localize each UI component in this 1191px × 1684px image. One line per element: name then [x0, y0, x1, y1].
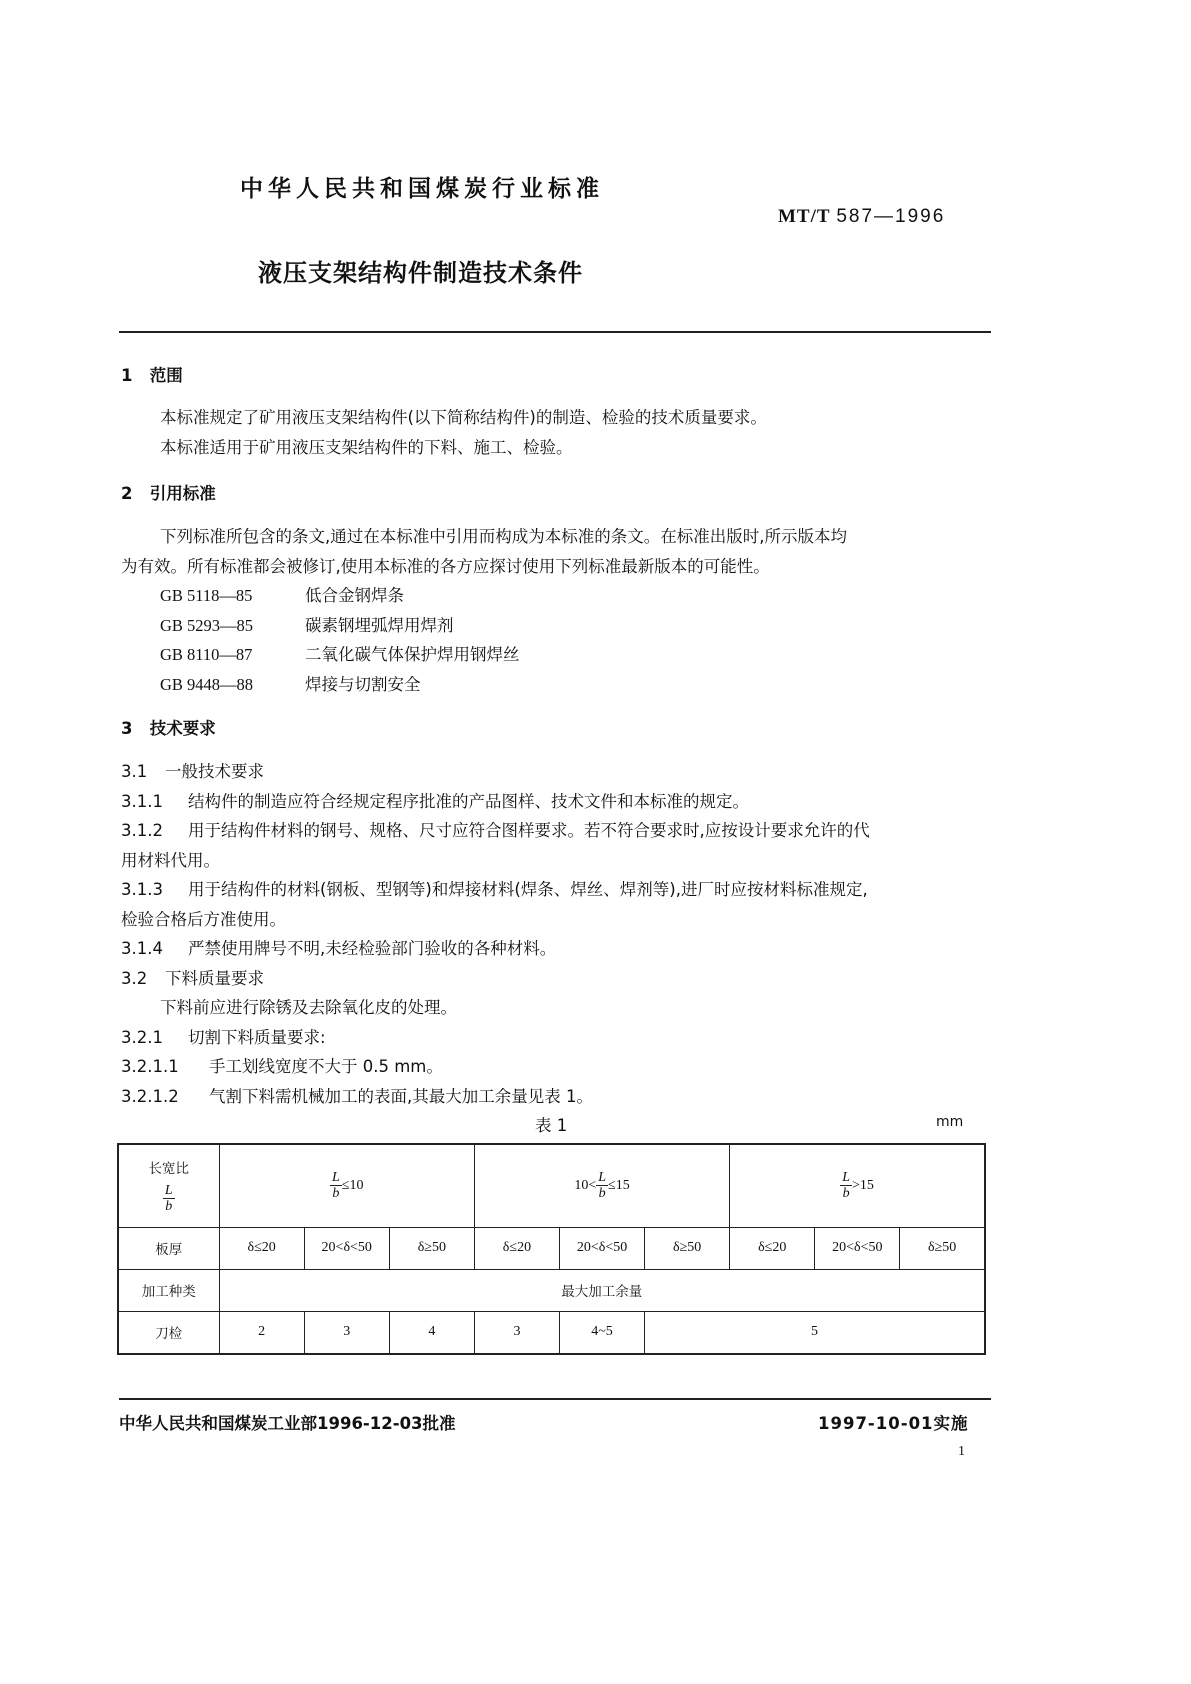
clause: 3.2 下料质量要求 [121, 968, 264, 988]
code-prefix: MT/T [778, 206, 831, 227]
allowance-cell: 4 [389, 1311, 474, 1354]
row-label: 板厚 [118, 1227, 219, 1269]
section-1-heading: 1 范围 [121, 366, 183, 385]
allowance-cell: 3 [304, 1311, 389, 1354]
thickness-cell: δ≤20 [474, 1227, 559, 1269]
max-allowance-label: 最大加工余量 [219, 1269, 985, 1311]
row-label: 加工种类 [118, 1269, 219, 1311]
page-number: 1 [958, 1444, 965, 1459]
clause-continuation: 检验合格后方准使用。 [121, 909, 286, 929]
allowance-cell: 2 [219, 1311, 304, 1354]
table-unit: mm [936, 1114, 964, 1130]
clause: 3.2.1 切割下料质量要求: [121, 1027, 326, 1047]
table-header-row [118, 1144, 985, 1227]
ratio-group-cell: $\frac{L}{b}$ ≤10 [219, 1144, 474, 1227]
ratio-group-cell: 10< $\frac{L}{b}$ ≤15 [474, 1144, 729, 1227]
clause: 3.2.1.1 手工划线宽度不大于 0.5 mm。 [121, 1057, 443, 1076]
document-title: 液压支架结构件制造技术条件 [258, 259, 583, 287]
implementation-date: 1997-10-01实施 [818, 1414, 969, 1433]
standard-code [778, 206, 945, 228]
machining-allowance-table [117, 1143, 986, 1355]
allowance-cell: 5 [645, 1311, 985, 1354]
reference-item: GB 9448—88 焊接与切割安全 [160, 674, 421, 694]
clause: 3.1 一般技术要求 [121, 762, 264, 781]
header-rule [119, 331, 991, 333]
footer-rule [119, 1398, 991, 1400]
section-3-heading: 3 技术要求 [121, 719, 216, 738]
paragraph: 本标准适用于矿用液压支架结构件的下料、施工、检验。 [160, 438, 573, 457]
issuing-org: 中华人民共和国煤炭行业标准 [240, 176, 604, 202]
clause: 3.2.1.2 气割下料需机械加工的表面,其最大加工余量见表 1。 [121, 1086, 593, 1106]
thickness-cell: δ≤20 [730, 1227, 815, 1269]
clause: 3.1.4 严禁使用牌号不明,未经检验部门验收的各种材料。 [121, 939, 557, 958]
knife-check-row [118, 1311, 985, 1354]
clause: 3.1.2 用于结构件材料的钢号、规格、尺寸应符合图样要求。若不符合要求时,应按设计要求允许的代 [121, 821, 870, 840]
thickness-cell: δ≥50 [900, 1227, 985, 1269]
clause: 3.1.3 用于结构件的材料(钢板、型钢等)和焊接材料(焊条、焊丝、焊剂等),进厂时应按材料标准规定, [121, 880, 868, 899]
thickness-cell: δ≤20 [219, 1227, 304, 1269]
paragraph: 本标准规定了矿用液压支架结构件(以下简称结构件)的制造、检验的技术质量要求。 [160, 408, 767, 427]
allowance-cell: 4~5 [559, 1311, 644, 1354]
clause: 下料前应进行除锈及去除氧化皮的处理。 [160, 998, 457, 1017]
section-2-heading: 2 引用标准 [121, 484, 216, 503]
ratio-header-cell: 长宽比 $\frac{L}{b}$ [118, 1144, 219, 1227]
thickness-cell: 20<δ<50 [815, 1227, 900, 1269]
row-label: 刀检 [118, 1311, 219, 1354]
clause-continuation: 用材料代用。 [121, 850, 220, 870]
paragraph: 下列标准所包含的条文,通过在本标准中引用而构成为本标准的条文。在标准出版时,所示版本均 [160, 527, 847, 546]
paragraph: 为有效。所有标准都会被修订,使用本标准的各方应探讨使用下列标准最新版本的可能性。 [121, 557, 770, 576]
thickness-row [118, 1227, 985, 1269]
thickness-cell: δ≥50 [645, 1227, 730, 1269]
code-number: 587—1996 [836, 206, 946, 227]
thickness-cell: 20<δ<50 [559, 1227, 644, 1269]
thickness-cell: δ≥50 [389, 1227, 474, 1269]
type-row [118, 1269, 985, 1311]
allowance-cell: 3 [474, 1311, 559, 1354]
thickness-cell: 20<δ<50 [304, 1227, 389, 1269]
reference-item: GB 5118—85 低合金钢焊条 [160, 586, 404, 605]
ratio-group-cell: $\frac{L}{b}$ >15 [730, 1144, 985, 1227]
clause: 3.1.1 结构件的制造应符合经规定程序批准的产品图样、技术文件和本标准的规定。 [121, 791, 749, 811]
reference-item: GB 8110—87 二氧化碳气体保护焊用钢焊丝 [160, 645, 520, 664]
reference-item: GB 5293—85 碳素钢埋弧焊用焊剂 [160, 615, 454, 635]
table-caption: 表 1 [535, 1116, 568, 1135]
approval-text: 中华人民共和国煤炭工业部1996-12-03批准 [119, 1414, 456, 1433]
